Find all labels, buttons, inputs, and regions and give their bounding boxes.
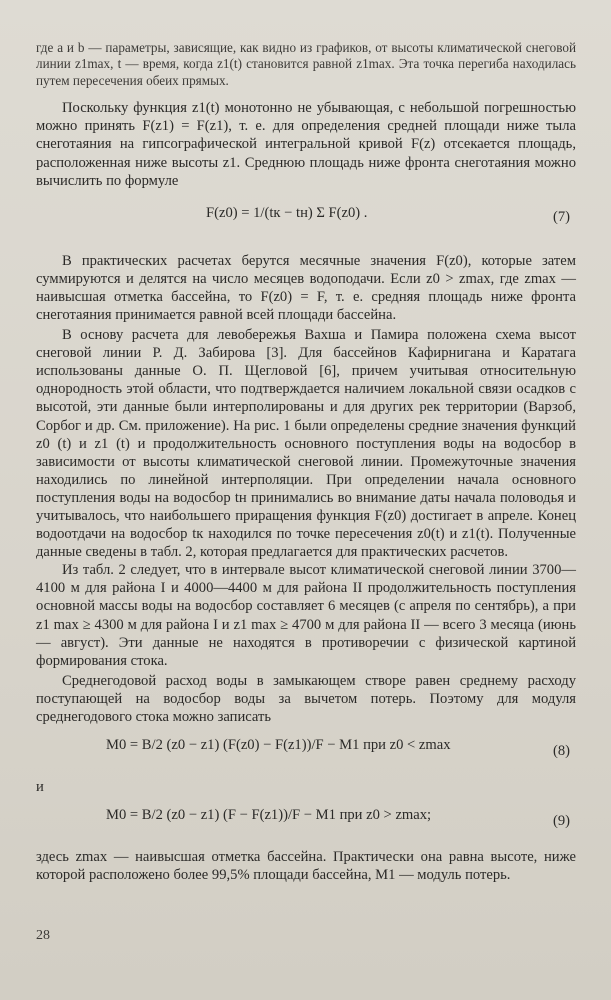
formula-8	[36, 730, 576, 772]
paragraph-1: где a и b — параметры, зависящие, как видно из графиков, от высоты климатической снеговой линии z1max, t — время, когда z1(t) становится равной z1max. Эта точка перегиба находилась путем пересечения обеих прямых.	[36, 40, 576, 88]
paragraph-6: Среднегодовой расход воды в замыкающем створе равен среднему расходу поступающей на водосбор воды за вычетом потерь. Поэтому для модуля среднегодового стока можно записать	[36, 672, 576, 726]
paragraph-2: Поскольку функция z1(t) монотонно не убывающая, с небольшой погрешностью можно принять F(z1) = F(z1), т. е. для определения средней площади ниже тыла снеготаяния на гипсографической интегральной кривой F(z) отсекается площадь, расположенная ниже высоты z1. Среднюю площадь ниже фронта снеготаяния можно вычислить по формуле	[36, 100, 576, 189]
paragraph-3: В практических расчетах берутся месячные значения F(z0), которые затем суммируются и делятся на число месяцев водоподачи. Если z0 > zmax, где zmax — наивысшая отметка бассейна, то F(z0) = F, т. е. средняя площадь ниже фронта снеготаяния принимается равной всей площади бассейна.	[36, 252, 576, 323]
formula-8-body: M0 = B/2 (z0 − z1) (F(z0) − F(z1))/F − M1 при z0 < zmax	[106, 737, 451, 754]
formula-9-body: M0 = B/2 (z0 − z1) (F − F(z1))/F − M1 при z0 > zmax;	[106, 807, 432, 824]
formula-7-number: (7)	[552, 208, 570, 225]
page-text	[36, 40, 576, 884]
formula-8-number: (8)	[552, 743, 570, 760]
formula-7	[36, 196, 576, 242]
paragraph-4: В основу расчета для левобережья Вахша и Памира положена схема высот снеговой линии Р. Д. Забирова [3]. Для бассейнов Кафирнигана и Каратага использованы данные О. П. Щегловой [6], причем учитывая относительную однородность этой области, что подтверждается наличием локальной связи осадков с высотой, эти данные были интерполированы и для других рек территории (Варзоб, Сорбог и др. См. приложение). На рис. 1 были определены средние значения функций z0 (t) и z1 (t) и продолжительность основного поступления воды на водосбор в зависимости от высоты климатической снеговой линии. Промежуточные значения находились по линейной интерполяции. При определении начала основного поступления воды на водосбор tн принимались во внимание даты начала половодья и учитывалось, что наибольшего приращения функция F(z0) достигает в апреле. Конец водоотдачи на водосбор tк находился по точке пересечения z0(t) и z1(t). Полученные данные сведены в табл. 2, которая предлагается для практических расчетов.	[36, 327, 576, 561]
paragraph-7: и	[36, 779, 44, 796]
paragraph-5: Из табл. 2 следует, что в интервале высот климатической снеговой линии 3700—4100 м для района I и 4000—4400 м для района II продолжительность поступления основной массы воды на водосбор составляет 6 месяцев (с апреля по сентябрь), а при z1 max ≥ 4300 м для района I и z1 max ≥ 4700 м для района II — всего 3 месяца (июнь — август). Эти данные не находятся в противоречии с физической картиной формирования стока.	[36, 562, 576, 669]
formula-9-number: (9)	[552, 813, 570, 830]
formula-7-body: F(z0) = 1/(tк − tн) Σ F(z0) .	[206, 204, 368, 221]
paragraph-8: здесь zmax — наивысшая отметка бассейна. Практически она равна высоте, ниже которой расположено более 99,5% площади бассейна, M1 — модуль потерь.	[36, 849, 576, 884]
formula-9	[36, 800, 576, 842]
page-number: 28	[36, 928, 50, 943]
